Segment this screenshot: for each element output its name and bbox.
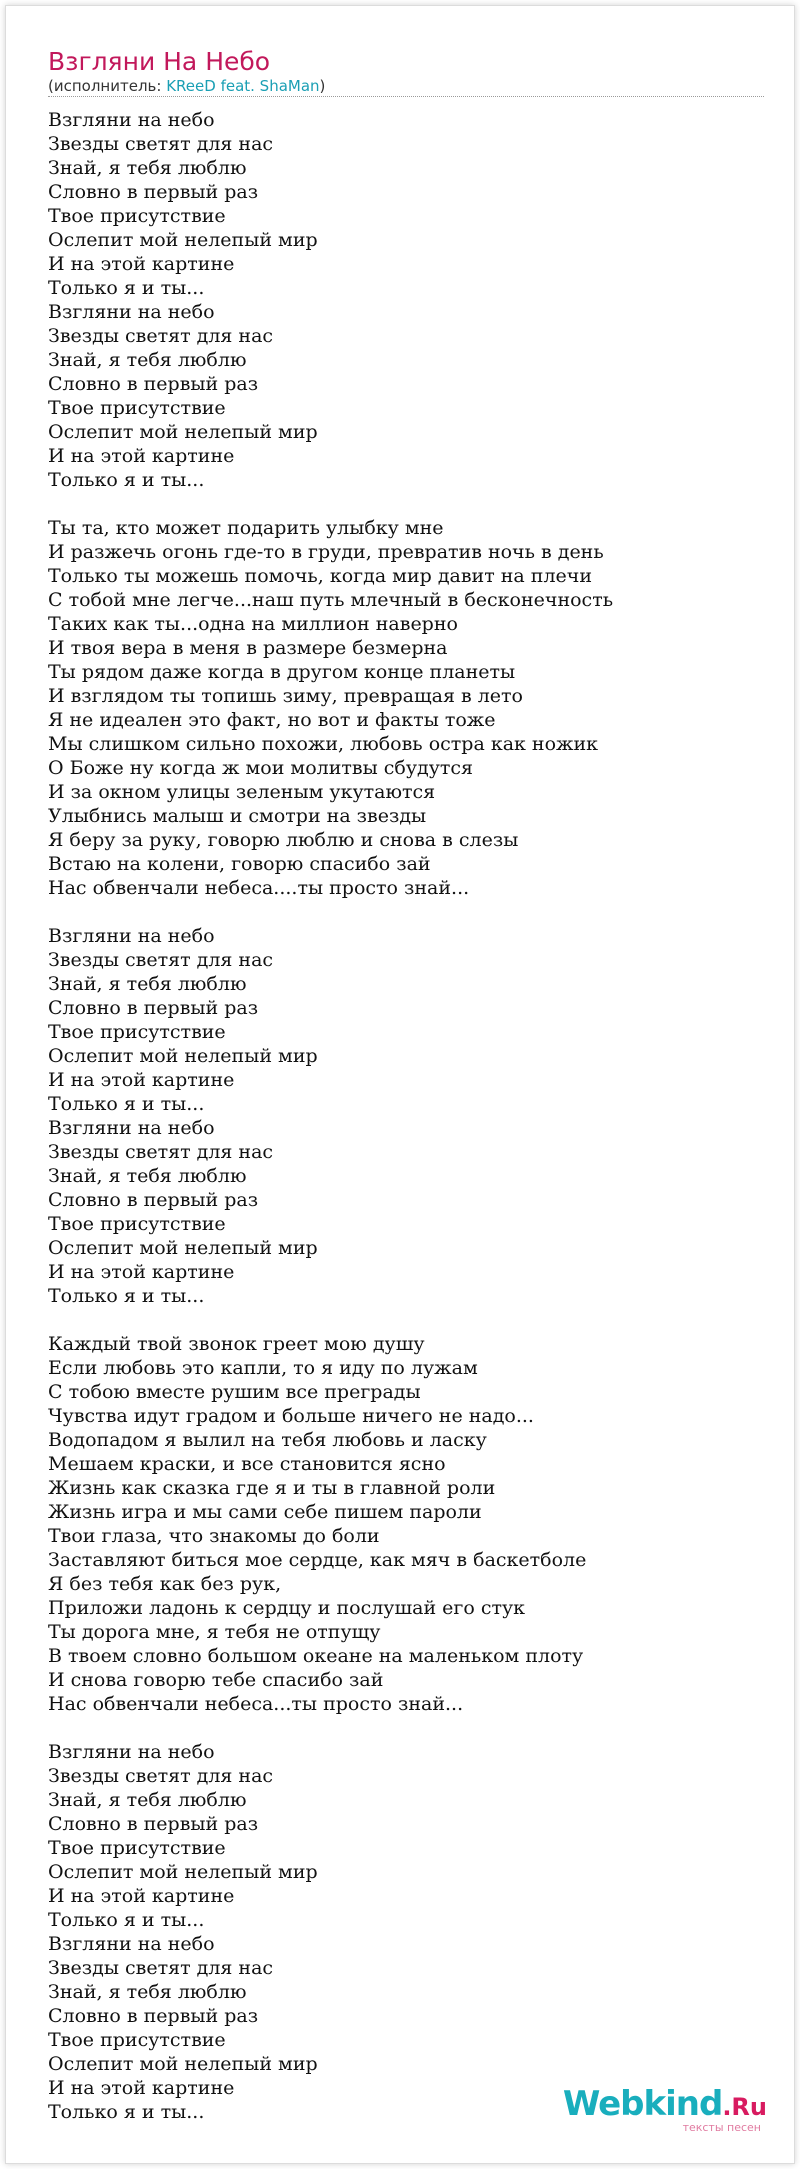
lyric-line: И на этой картине xyxy=(48,1261,235,1283)
lyric-line: Если любовь это капли, то я иду по лужам xyxy=(48,1357,478,1379)
lyric-line: Мешаем краски, и все становится ясно xyxy=(48,1453,446,1475)
logo-brand: Webkind xyxy=(562,2084,723,2124)
lyric-line: Каждый твой звонок греет мою душу xyxy=(48,1333,425,1355)
lyric-line: Жизнь игра и мы сами себе пишем пароли xyxy=(48,1501,482,1523)
lyric-line: Словно в первый раз xyxy=(48,997,259,1019)
artist-link[interactable]: KReeD feat. ShaMan xyxy=(166,77,320,95)
lyric-line: И за окном улицы зеленым укутаются xyxy=(48,781,436,803)
logo-tagline: тексты песен xyxy=(682,2121,761,2134)
lyric-line: Взгляни на небо xyxy=(48,109,215,131)
lyric-line: Взгляни на небо xyxy=(48,301,215,323)
lyric-line: Твое присутствие xyxy=(48,1837,226,1859)
lyric-line: Я без тебя как без рук, xyxy=(48,1573,282,1595)
lyrics-card xyxy=(5,5,795,2164)
lyric-line: Знай, я тебя люблю xyxy=(48,1981,247,2003)
lyric-line: Твое присутствие xyxy=(48,397,226,419)
lyric-line: Словно в первый раз xyxy=(48,181,259,203)
lyric-line: Мы слишком сильно похожи, любовь остра как ножик xyxy=(48,733,599,755)
lyric-line: И на этой картине xyxy=(48,253,235,275)
header-divider xyxy=(48,96,764,97)
artist-line xyxy=(48,76,325,96)
lyric-line: Словно в первый раз xyxy=(48,1189,259,1211)
lyric-line: Взгляни на небо xyxy=(48,1117,215,1139)
lyric-line: Улыбнись малыш и смотри на звезды xyxy=(48,805,427,827)
lyric-line: Ослепит мой нелепый мир xyxy=(48,2053,318,2075)
lyric-line: Знай, я тебя люблю xyxy=(48,157,247,179)
lyric-line: И твоя вера в меня в размере безмерна xyxy=(48,637,448,659)
lyric-line: Ты дорога мне, я тебя не отпущу xyxy=(48,1621,381,1643)
lyric-line: Только я и ты... xyxy=(48,1093,205,1115)
lyric-line: С тобой мне легче...наш путь млечный в бесконечность xyxy=(48,589,614,611)
lyric-line: Звезды светят для нас xyxy=(48,1765,274,1787)
lyric-line: С тобою вместе рушим все преграды xyxy=(48,1381,421,1403)
lyric-line: Словно в первый раз xyxy=(48,1813,259,1835)
logo-tld: .Ru xyxy=(722,2093,767,2121)
lyric-line: О Боже ну когда ж мои молитвы сбудутся xyxy=(48,757,474,779)
lyric-line: Звезды светят для нас xyxy=(48,1141,274,1163)
lyric-line: Звезды светят для нас xyxy=(48,1957,274,1979)
lyric-line: Только я и ты... xyxy=(48,1285,205,1307)
lyric-line: Ослепит мой нелепый мир xyxy=(48,1237,318,1259)
lyric-line: Ослепит мой нелепый мир xyxy=(48,229,318,251)
lyric-line: Взгляни на небо xyxy=(48,1741,215,1763)
lyric-line: Звезды светят для нас xyxy=(48,949,274,971)
stanza-gap xyxy=(48,900,613,924)
lyric-line: И снова говорю тебе спасибо зай xyxy=(48,1669,384,1691)
lyric-line: И на этой картине xyxy=(48,1885,235,1907)
lyric-line: Ты та, кто может подарить улыбку мне xyxy=(48,517,444,539)
lyric-line: Знай, я тебя люблю xyxy=(48,349,247,371)
lyric-line: Звезды светят для нас xyxy=(48,325,274,347)
song-title: Взгляни На Небо xyxy=(48,47,271,76)
stanza-gap xyxy=(48,492,613,516)
lyric-line: И на этой картине xyxy=(48,2077,235,2099)
lyric-line: И на этой картине xyxy=(48,445,235,467)
lyric-line: Ослепит мой нелепый мир xyxy=(48,1045,318,1067)
lyric-line: Звезды светят для нас xyxy=(48,133,274,155)
lyric-line: Я беру за руку, говорю люблю и снова в слезы xyxy=(48,829,519,851)
lyric-line: Взгляни на небо xyxy=(48,1933,215,1955)
lyric-line: Чувства идут градом и больше ничего не надо... xyxy=(48,1405,534,1427)
lyric-line: Таких как ты...одна на миллион наверно xyxy=(48,613,458,635)
lyric-line: Ослепит мой нелепый мир xyxy=(48,421,318,443)
lyric-line: Только я и ты... xyxy=(48,469,205,491)
lyric-line: Твое присутствие xyxy=(48,1021,226,1043)
stanza-gap xyxy=(48,1308,613,1332)
lyric-line: Взгляни на небо xyxy=(48,925,215,947)
lyric-line: Словно в первый раз xyxy=(48,373,259,395)
webkind-logo xyxy=(562,2084,767,2134)
lyric-line: Приложи ладонь к сердцу и послушай его стук xyxy=(48,1597,526,1619)
lyric-line: Только я и ты... xyxy=(48,277,205,299)
lyric-line: И на этой картине xyxy=(48,1069,235,1091)
lyric-line: Жизнь как сказка где я и ты в главной роли xyxy=(48,1477,496,1499)
lyric-line: Я не идеален это факт, но вот и факты тоже xyxy=(48,709,496,731)
artist-prefix: (исполнитель: xyxy=(48,77,167,95)
lyric-line: Твое присутствие xyxy=(48,1213,226,1235)
lyric-line: Знай, я тебя люблю xyxy=(48,1165,247,1187)
lyric-line: Встаю на колени, говорю спасибо зай xyxy=(48,853,431,875)
lyrics-body xyxy=(48,108,613,2124)
lyric-line: В твоем словно большом океане на маленьком плоту xyxy=(48,1645,584,1667)
lyric-line: Только я и ты... xyxy=(48,1909,205,1931)
lyric-line: Твои глаза, что знакомы до боли xyxy=(48,1525,380,1547)
lyric-line: Твое присутствие xyxy=(48,205,226,227)
lyric-line: Ослепит мой нелепый мир xyxy=(48,1861,318,1883)
stanza-gap xyxy=(48,1716,613,1740)
lyric-line: Нас обвенчали небеса...ты просто знай... xyxy=(48,1693,464,1715)
lyric-line: Словно в первый раз xyxy=(48,2005,259,2027)
lyric-line: Нас обвенчали небеса....ты просто знай... xyxy=(48,877,470,899)
lyric-line: Заставляют биться мое сердце, как мяч в баскетболе xyxy=(48,1549,587,1571)
lyric-line: И разжечь огонь где-то в груди, превратив ночь в день xyxy=(48,541,604,563)
lyric-line: Знай, я тебя люблю xyxy=(48,973,247,995)
lyric-line: Водопадом я вылил на тебя любовь и ласку xyxy=(48,1429,487,1451)
lyric-line: Только я и ты... xyxy=(48,2101,205,2123)
lyric-line: Только ты можешь помочь, когда мир давит на плечи xyxy=(48,565,592,587)
lyric-line: И взглядом ты топишь зиму, превращая в лето xyxy=(48,685,523,707)
lyric-line: Ты рядом даже когда в другом конце планеты xyxy=(48,661,516,683)
lyric-line: Твое присутствие xyxy=(48,2029,226,2051)
artist-suffix: ) xyxy=(319,77,326,95)
lyric-line: Знай, я тебя люблю xyxy=(48,1789,247,1811)
